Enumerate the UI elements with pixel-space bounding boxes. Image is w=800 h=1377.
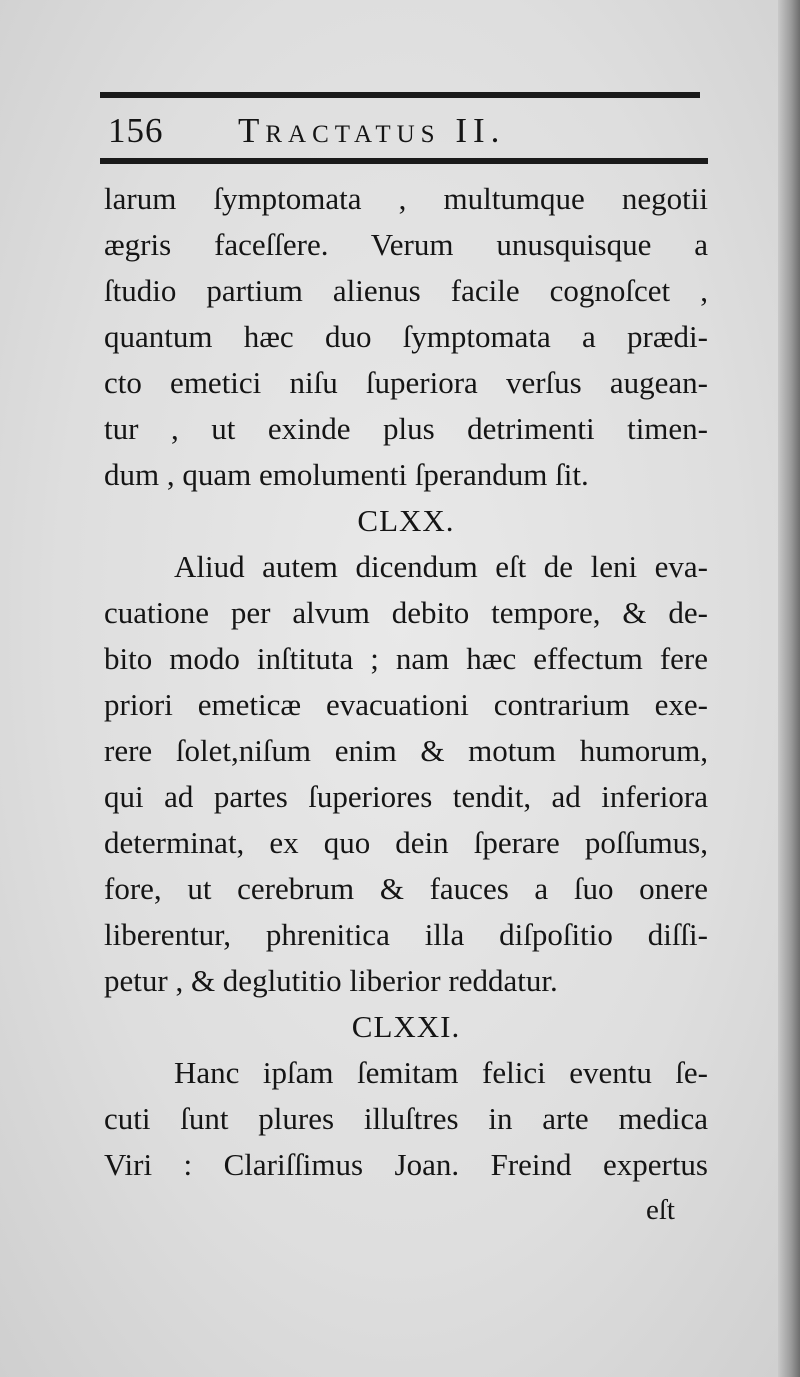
text-line: quantum hæc duo ſymptomata a prædi-	[104, 319, 708, 354]
text-line: tur , ut exinde plus detrimenti timen-	[104, 411, 708, 446]
page-number: 156	[108, 111, 164, 150]
section-heading: CLXXI.	[351, 1009, 461, 1044]
text-line: liberentur, phrenitica illa diſpoſitio diſſi-	[104, 917, 708, 952]
text-line: Viri : Clariſſimus Joan. Freind expertus	[104, 1147, 708, 1182]
text-line: Aliud autem dicendum eſt de leni eva-	[174, 549, 708, 584]
text-line: larum ſymptomata , multumque negotii	[104, 181, 708, 216]
running-title: Tractatus II.	[238, 111, 506, 150]
text-line: ſtudio partium alienus facile cognoſcet ,	[104, 273, 708, 308]
text-line: cuatione per alvum debito tempore, & de-	[104, 595, 708, 630]
text-line: cuti ſunt plures illuſtres in arte medica	[104, 1101, 708, 1136]
page-edge-shadow	[778, 0, 800, 1377]
header-rule-top	[100, 92, 700, 98]
body-text	[104, 176, 708, 1188]
catchword: eſt	[646, 1194, 675, 1226]
text-line: fore, ut cerebrum & fauces a ſuo onere	[104, 871, 708, 906]
text-line: petur , & deglutitio liberior reddatur.	[104, 963, 558, 998]
text-line: priori emeticæ evacuationi contrarium exe-	[104, 687, 708, 722]
text-line: qui ad partes ſuperiores tendit, ad inferiora	[104, 779, 708, 814]
text-line: determinat, ex quo dein ſperare poſſumus,	[104, 825, 708, 860]
section-heading: CLXX.	[357, 503, 455, 538]
text-line: Hanc ipſam ſemitam felici eventu ſe-	[174, 1055, 708, 1090]
text-line: rere ſolet,niſum enim & motum humorum,	[104, 733, 708, 768]
running-head	[108, 108, 698, 154]
text-line: bito modo inſtituta ; nam hæc effectum fere	[104, 641, 708, 676]
text-line: dum , quam emolumenti ſperandum ſit.	[104, 457, 589, 492]
header-rule-bottom	[100, 158, 708, 164]
text-line: cto emetici niſu ſuperiora verſus augean-	[104, 365, 708, 400]
text-line: ægris faceſſere. Verum unusquisque a	[104, 227, 708, 262]
